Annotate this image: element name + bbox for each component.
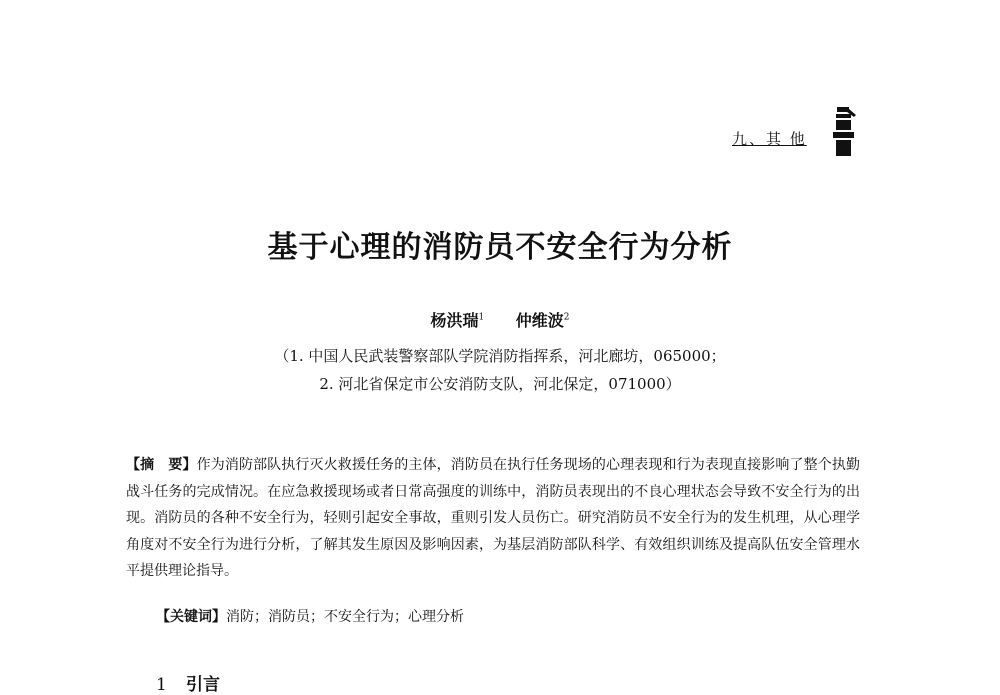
section-heading (156, 670, 220, 695)
section-label: 九、其 他 (732, 130, 807, 148)
abstract (126, 452, 860, 585)
affiliation-line: 2. 河北省保定市公安消防支队，河北保定，071000） (319, 375, 681, 393)
section-number: 1 (156, 675, 167, 695)
keywords-text: 消防；消防员；不安全行为；心理分析 (226, 609, 464, 625)
fire-extinguisher-icon (832, 105, 858, 157)
author: 杨洪瑞$^1$ (430, 311, 485, 330)
section-title: 引言 (186, 675, 220, 695)
abstract-label: 【摘 要】 (126, 457, 197, 473)
paper-title: 基于心理的消防员不安全行为分析 (267, 230, 733, 265)
affiliation-line: （1. 中国人民武装警察部队学院消防指挥系，河北廊坊，065000； (274, 347, 726, 365)
keywords-label: 【关键词】 (156, 609, 226, 625)
author-list (0, 308, 1000, 331)
author: 仲维波$^2$ (515, 311, 570, 330)
abstract-text: 作为消防部队执行灭火救援任务的主体，消防员在执行任务现场的心理表现和行为表现直接影响了整个执勤战斗任务的完成情况。在应急救援现场或者日常高强度的训练中，消防员表现出的不良心理状态会导致不安全行为的出现。消防员的各种不安全行为，轻则引起安全事故，重则引发人员伤亡。研究消防员不安全行为的发生机理，从心理学角度对不安全行为进行分析，了解其发生原因及影响因素，为基层消防部队科学、有效组织训练及提高队伍安全管理水平提供理论指导。 (126, 457, 861, 579)
keywords (156, 606, 464, 626)
